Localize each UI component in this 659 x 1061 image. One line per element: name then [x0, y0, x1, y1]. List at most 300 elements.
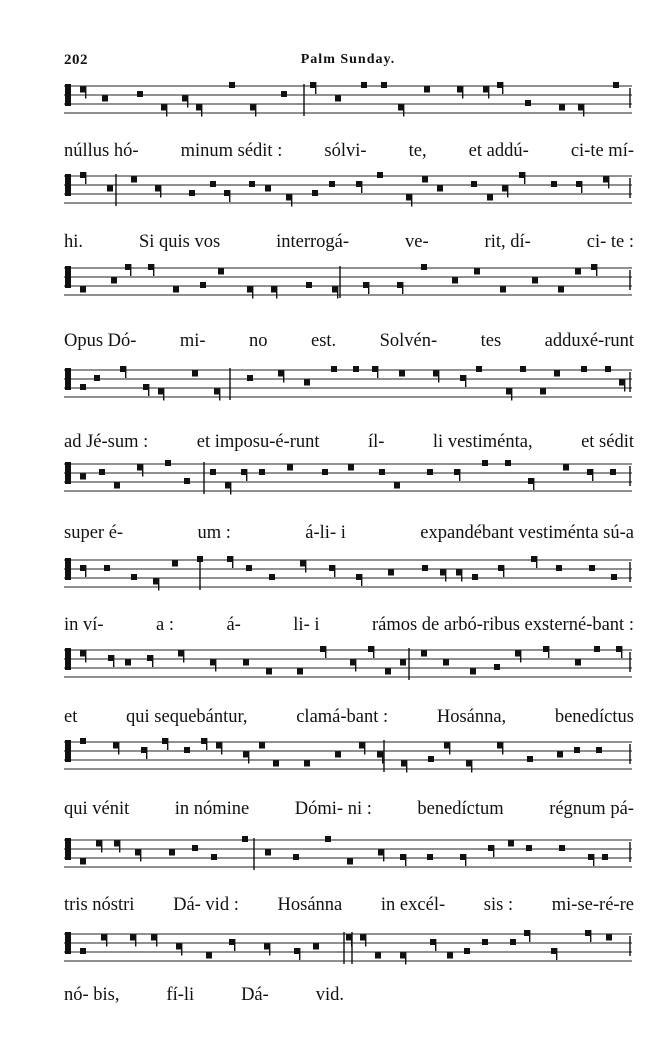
lyric-line: [64, 232, 634, 258]
neume-note: [313, 944, 319, 950]
lyric-word: Dá-: [241, 985, 269, 1005]
neume-note: [505, 460, 511, 466]
lyric-word: hi.: [64, 232, 84, 252]
staff-lines: [64, 80, 632, 126]
neume-note: [165, 460, 171, 466]
neume-note: [594, 646, 600, 652]
neume-stem: [488, 87, 489, 99]
neume-note: [169, 850, 175, 856]
neume-note: [259, 743, 265, 749]
neume-stem: [507, 186, 508, 198]
staff-lines: [64, 736, 632, 782]
neume-stem: [377, 366, 378, 378]
neume-note: [532, 278, 538, 284]
neume-note: [293, 854, 299, 860]
lyric-word: Dómi- ni :: [294, 799, 372, 819]
neume-stem: [596, 264, 597, 276]
neume-note: [422, 565, 428, 571]
neume-stem: [248, 752, 249, 764]
neume-note: [306, 282, 312, 288]
neume-note: [353, 366, 359, 372]
neume-stem: [299, 948, 300, 960]
neume-stem: [536, 556, 537, 568]
page-header: [64, 52, 632, 74]
lyric-word: mi-: [179, 331, 206, 351]
neume-stem: [548, 646, 549, 658]
neume-stem: [592, 469, 593, 481]
neume-stem: [583, 105, 584, 117]
neume-note: [476, 366, 482, 372]
neume-note: [335, 752, 341, 758]
lyric-word: núllus hó-: [64, 141, 139, 161]
neume-stem: [153, 264, 154, 276]
neume-stem: [187, 96, 188, 108]
neume-note: [394, 483, 400, 489]
lyric-word: in ví-: [64, 615, 104, 635]
neume-stem: [234, 939, 235, 951]
c-clef-icon: [65, 740, 71, 762]
neume-stem: [85, 172, 86, 184]
neume-note: [243, 660, 249, 666]
neume-stem: [471, 761, 472, 773]
neume-note: [131, 177, 137, 183]
neume-stem: [158, 579, 159, 591]
neume-note: [526, 845, 532, 851]
neume-note: [527, 756, 533, 762]
neume-stem: [85, 651, 86, 663]
staff-lines: [64, 834, 632, 880]
lyric-word: ad Jé-sum :: [64, 432, 149, 452]
neume-stem: [276, 287, 277, 299]
neume-note: [525, 100, 531, 106]
neume-stem: [113, 655, 114, 667]
neume-stem: [334, 565, 335, 577]
neume-note: [184, 747, 190, 753]
neume-note: [375, 953, 381, 959]
neume-note: [211, 854, 217, 860]
lyric-word: et sédit: [581, 432, 634, 452]
neume-note: [558, 287, 564, 293]
neume-note: [206, 953, 212, 959]
neume-stem: [462, 87, 463, 99]
c-clef-icon: [65, 648, 71, 670]
neume-stem: [119, 841, 120, 853]
lyric-word: mi-se-ré-re: [551, 895, 634, 915]
neume-stem: [368, 282, 369, 294]
neume-stem: [215, 660, 216, 672]
neume-stem: [529, 930, 530, 942]
neume-stem: [229, 190, 230, 202]
lyric-word: qui vénit: [64, 799, 130, 819]
neume-stem: [337, 287, 338, 299]
neume-note: [500, 287, 506, 293]
neume-note: [470, 669, 476, 675]
neume-stem: [524, 172, 525, 184]
neume-note: [173, 287, 179, 293]
neume-note: [424, 87, 430, 93]
staff-system: [64, 170, 632, 216]
neume-note: [192, 845, 198, 851]
neume-note: [557, 752, 563, 758]
neume-note: [192, 371, 198, 377]
neume-stem: [511, 389, 512, 401]
neume-note: [575, 660, 581, 666]
lyric-line: [64, 432, 634, 458]
neume-note: [428, 756, 434, 762]
neume-stem: [502, 743, 503, 755]
neume-note: [80, 738, 86, 744]
lyric-word: sis :: [483, 895, 514, 915]
lyric-word: li vestiménta,: [432, 432, 533, 452]
neume-note: [114, 483, 120, 489]
neume-note: [80, 474, 86, 480]
neume-note: [447, 953, 453, 959]
neume-note: [137, 91, 143, 97]
lyric-word: et: [64, 707, 78, 727]
neume-stem: [364, 743, 365, 755]
neume-stem: [590, 930, 591, 942]
lyric-line: [64, 799, 634, 825]
c-clef-icon: [65, 266, 71, 288]
staff-lines: [64, 170, 632, 216]
lyric-word: nó- bis,: [64, 985, 120, 1005]
staff-system: [64, 262, 632, 308]
neume-note: [377, 172, 383, 178]
neume-note: [331, 366, 337, 372]
neume-stem: [593, 854, 594, 866]
neume-stem: [449, 743, 450, 755]
neume-stem: [148, 384, 149, 396]
neume-stem: [325, 646, 326, 658]
staff-system: [64, 80, 632, 126]
lyric-word: adduxé-runt: [544, 331, 634, 351]
lyric-word: tris nóstri: [64, 895, 135, 915]
neume-stem: [160, 186, 161, 198]
neume-note: [347, 859, 353, 865]
neume-stem: [355, 660, 356, 672]
neume-stem: [459, 469, 460, 481]
neume-note: [104, 565, 110, 571]
neume-stem: [402, 282, 403, 294]
c-clef-icon: [65, 462, 71, 484]
neume-stem: [383, 850, 384, 862]
neume-note: [385, 669, 391, 675]
staff-system: [64, 458, 632, 504]
neume-note: [125, 660, 131, 666]
neume-note: [471, 181, 477, 187]
lyric-word: íl-: [368, 432, 385, 452]
neume-note: [613, 82, 619, 88]
staff-system: [64, 834, 632, 880]
lyric-word: benedíctus: [554, 707, 634, 727]
neume-note: [259, 469, 265, 475]
neume-note: [242, 836, 248, 842]
neume-stem: [252, 287, 253, 299]
staff-system: [64, 928, 632, 974]
neume-note: [80, 859, 86, 865]
neume-stem: [435, 939, 436, 951]
neume-note: [443, 660, 449, 666]
neume-note: [563, 465, 569, 471]
neume-note: [551, 181, 557, 187]
neume-note: [399, 371, 405, 377]
neume-note: [575, 269, 581, 275]
lyric-word: clamá-bant :: [296, 707, 389, 727]
c-clef-icon: [65, 368, 71, 390]
neume-stem: [156, 935, 157, 947]
neume-stem: [246, 469, 247, 481]
neume-note: [452, 278, 458, 284]
neume-note: [606, 935, 612, 941]
neume-stem: [152, 655, 153, 667]
neume-note: [287, 465, 293, 471]
staff-lines: [64, 928, 632, 974]
neume-stem: [624, 380, 625, 392]
staff-system: [64, 554, 632, 600]
staff-lines: [64, 262, 632, 308]
c-clef-icon: [65, 84, 71, 106]
c-clef-icon: [65, 558, 71, 580]
neume-stem: [315, 82, 316, 94]
neume-note: [210, 469, 216, 475]
neume-note: [472, 574, 478, 580]
neume-note: [559, 105, 565, 111]
neume-note: [312, 190, 318, 196]
neume-stem: [365, 935, 366, 947]
lyric-word: Hosánna,: [436, 707, 507, 727]
neume-note: [437, 186, 443, 192]
neume-note: [464, 948, 470, 954]
neume-stem: [438, 371, 439, 383]
neume-note: [322, 469, 328, 475]
lyric-line: [64, 331, 634, 357]
neume-stem: [255, 105, 256, 117]
lyric-word: in excél-: [380, 895, 446, 915]
staff-system: [64, 644, 632, 690]
lyric-word: est.: [310, 331, 337, 351]
neume-stem: [269, 944, 270, 956]
lyric-word: Si quis vos: [138, 232, 221, 252]
neume-note: [189, 190, 195, 196]
neume-stem: [465, 375, 466, 387]
lyric-word: te,: [408, 141, 427, 161]
lyric-line: [64, 895, 634, 921]
neume-note: [574, 747, 580, 753]
neume-note: [94, 375, 100, 381]
c-clef-icon: [65, 174, 71, 196]
neume-note: [111, 278, 117, 284]
staff-lines: [64, 458, 632, 504]
neume-note: [200, 282, 206, 288]
lyric-word: fí-li: [166, 985, 195, 1005]
neume-note: [229, 82, 235, 88]
neume-note: [540, 389, 546, 395]
neume-note: [131, 574, 137, 580]
neume-note: [482, 939, 488, 945]
neume-note: [596, 747, 602, 753]
neume-note: [427, 854, 433, 860]
neume-stem: [219, 389, 220, 401]
neume-stem: [411, 195, 412, 207]
neume-note: [589, 565, 595, 571]
neume-stem: [520, 651, 521, 663]
lyric-word: li- i: [293, 615, 320, 635]
lyric-word: Opus Dó-: [64, 331, 137, 351]
neume-note: [218, 269, 224, 275]
neume-stem: [163, 389, 164, 401]
neume-note: [80, 287, 86, 293]
neume-note: [335, 96, 341, 102]
neume-note: [381, 82, 387, 88]
neume-stem: [503, 565, 504, 577]
lyric-word: a :: [156, 615, 175, 635]
neume-note: [556, 565, 562, 571]
neume-stem: [621, 646, 622, 658]
lyric-word: Dá- vid :: [173, 895, 239, 915]
neume-note: [265, 850, 271, 856]
neume-note: [605, 366, 611, 372]
neume-note: [581, 366, 587, 372]
neume-note: [421, 651, 427, 657]
neume-stem: [405, 854, 406, 866]
lyric-word: et imposu-é-runt: [196, 432, 320, 452]
neume-note: [348, 465, 354, 471]
neume-note: [388, 570, 394, 576]
neume-note: [602, 854, 608, 860]
page-number: 202: [64, 52, 88, 68]
staff-lines: [64, 364, 632, 410]
neume-stem: [181, 944, 182, 956]
neume-note: [611, 574, 617, 580]
lyric-word: tes: [480, 331, 502, 351]
neume-note: [482, 460, 488, 466]
lyric-word: sólvi-: [324, 141, 367, 161]
lyric-word: á-: [226, 615, 241, 635]
running-title: Palm Sunday.: [300, 52, 396, 67]
neume-stem: [167, 738, 168, 750]
neume-stem: [183, 651, 184, 663]
neume-stem: [291, 195, 292, 207]
neume-note: [273, 761, 279, 767]
neume-note: [559, 845, 565, 851]
lyric-line: [64, 707, 634, 733]
neume-stem: [382, 752, 383, 764]
c-clef-icon: [65, 838, 71, 860]
neume-stem: [305, 561, 306, 573]
neume-note: [421, 264, 427, 270]
neume-note: [80, 948, 86, 954]
neume-stem: [461, 570, 462, 582]
lyric-word: no: [249, 331, 268, 351]
neume-note: [427, 469, 433, 475]
neume-stem: [403, 105, 404, 117]
neume-stem: [140, 850, 141, 862]
lyric-line: [64, 985, 344, 1011]
neume-stem: [206, 738, 207, 750]
neume-stem: [361, 574, 362, 586]
neume-stem: [85, 565, 86, 577]
lyric-word: expandébant vestiménta sú-a: [420, 523, 634, 543]
neume-note: [304, 380, 310, 386]
neume-stem: [373, 646, 374, 658]
neume-stem: [166, 105, 167, 117]
neume-stem: [406, 761, 407, 773]
neume-stem: [135, 935, 136, 947]
neume-note: [304, 761, 310, 767]
lyric-line: [64, 141, 634, 167]
neume-note: [172, 561, 178, 567]
neume-note: [494, 664, 500, 670]
neume-stem: [608, 177, 609, 189]
lyric-word: Solvén-: [379, 331, 438, 351]
neume-note: [379, 469, 385, 475]
neume-note: [361, 82, 367, 88]
neume-stem: [146, 747, 147, 759]
neume-note: [266, 669, 272, 675]
lyric-word: interrogá-: [276, 232, 350, 252]
lyric-word: um :: [197, 523, 231, 543]
neume-stem: [101, 841, 102, 853]
lyric-word: Hosánna: [277, 895, 343, 915]
c-clef-icon: [65, 932, 71, 954]
neume-note: [107, 186, 113, 192]
neume-stem: [283, 371, 284, 383]
lyric-word: qui sequebántur,: [126, 707, 248, 727]
lyric-word: ve-: [404, 232, 429, 252]
neume-note: [325, 836, 331, 842]
neume-note: [554, 371, 560, 377]
neume-stem: [405, 953, 406, 965]
neume-note: [281, 91, 287, 97]
neume-stem: [556, 948, 557, 960]
neume-stem: [85, 87, 86, 99]
neume-stem: [493, 845, 494, 857]
lyric-word: benedíctum: [417, 799, 504, 819]
neume-note: [520, 366, 526, 372]
neume-note: [265, 186, 271, 192]
lyric-word: rit, dí-: [484, 232, 531, 252]
neume-note: [184, 478, 190, 484]
neume-stem: [125, 366, 126, 378]
lyric-line: [64, 523, 634, 549]
neume-note: [400, 660, 406, 666]
neume-stem: [465, 854, 466, 866]
staff-lines: [64, 644, 632, 690]
neume-stem: [130, 264, 131, 276]
neume-stem: [581, 181, 582, 193]
lyric-word: vid.: [315, 985, 344, 1005]
neume-stem: [230, 483, 231, 495]
neume-note: [102, 96, 108, 102]
neume-note: [487, 195, 493, 201]
neume-note: [510, 939, 516, 945]
neume-stem: [445, 570, 446, 582]
neume-stem: [232, 556, 233, 568]
lyric-word: ci- te :: [586, 232, 634, 252]
neume-note: [210, 181, 216, 187]
neume-stem: [361, 181, 362, 193]
neume-note: [269, 574, 275, 580]
neume-stem: [142, 465, 143, 477]
lyric-line: [64, 615, 634, 641]
staff-system: [64, 736, 632, 782]
lyric-word: rámos de arbó-ribus exsterné-bant :: [371, 615, 634, 635]
neume-note: [99, 469, 105, 475]
neume-note: [474, 269, 480, 275]
lyric-word: minum sédit :: [180, 141, 283, 161]
neume-stem: [502, 82, 503, 94]
neume-note: [249, 181, 255, 187]
